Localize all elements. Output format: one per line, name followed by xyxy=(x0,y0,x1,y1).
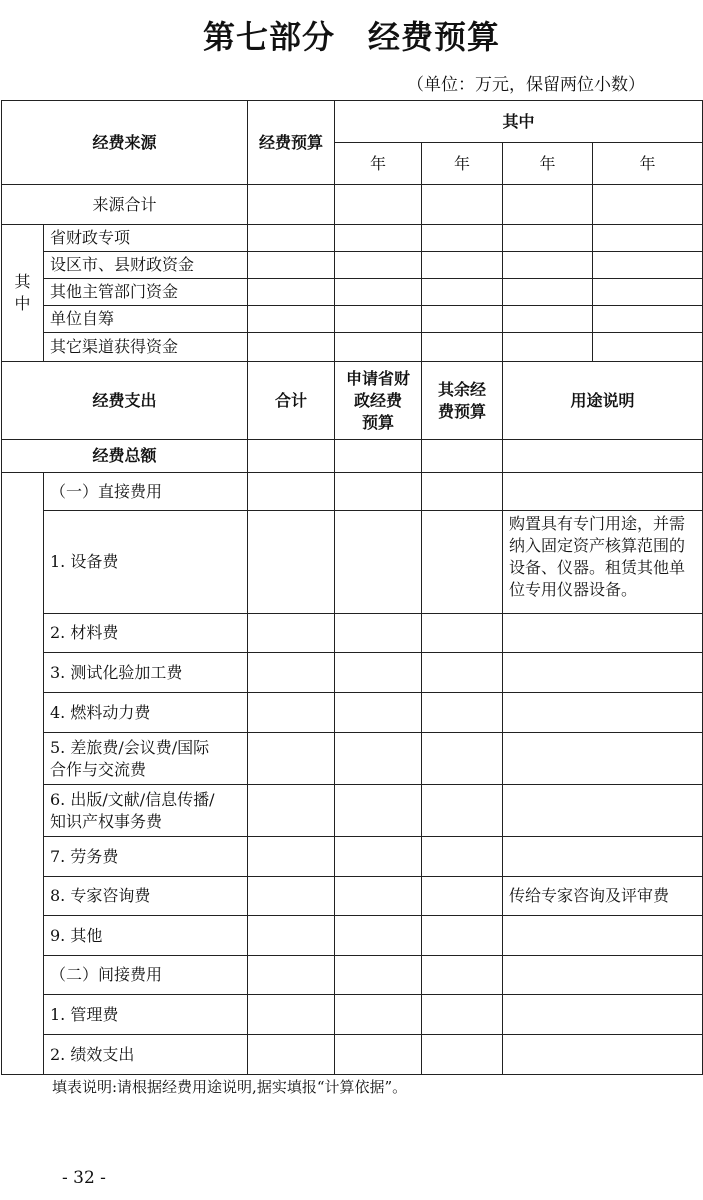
table-cell xyxy=(335,1035,422,1075)
table-cell xyxy=(248,185,335,225)
direct-cost-label: （一）直接费用 xyxy=(44,473,248,511)
source-row-label: 单位自筹 xyxy=(44,306,248,333)
table-cell xyxy=(335,306,422,333)
table-cell xyxy=(335,733,422,785)
expense-item-desc xyxy=(503,785,703,837)
header-expense: 经费支出 xyxy=(2,362,248,440)
table-cell xyxy=(335,252,422,279)
year-cell: 年 xyxy=(503,143,593,185)
header-among: 其中 xyxy=(335,101,703,143)
page-title: 第七部分 经费预算 xyxy=(202,18,500,56)
table-cell xyxy=(422,837,503,877)
footnote: 填表说明:请根据经费用途说明,据实填报“计算依据”。 xyxy=(52,1078,408,1096)
table-cell xyxy=(422,1035,503,1075)
expense-item-desc xyxy=(503,995,703,1035)
table-cell xyxy=(248,653,335,693)
unit-note: （单位：万元，保留两位小数） xyxy=(407,75,645,95)
table-cell xyxy=(248,785,335,837)
source-row xyxy=(2,306,703,333)
table-cell xyxy=(248,279,335,306)
expense-item-row xyxy=(2,785,703,837)
table-cell xyxy=(422,279,503,306)
table-cell xyxy=(422,916,503,956)
expense-item-label: 2. 绩效支出 xyxy=(44,1035,248,1075)
table-cell xyxy=(503,473,703,511)
expense-item-desc xyxy=(503,733,703,785)
table-cell xyxy=(335,333,422,362)
table-cell xyxy=(503,185,593,225)
table-cell xyxy=(335,995,422,1035)
table-cell xyxy=(503,956,703,995)
source-row xyxy=(2,252,703,279)
table-cell xyxy=(335,693,422,733)
among-side-label: 其 中 xyxy=(2,225,44,362)
expense-item-row xyxy=(2,614,703,653)
expense-item-desc: 购置具有专门用途，并需纳入固定资产核算范围的设备、仪器。租赁其他单位专用仪器设备。 xyxy=(503,511,703,614)
table-cell xyxy=(248,511,335,614)
expense-item-label: 2. 材料费 xyxy=(44,614,248,653)
table-cell xyxy=(335,225,422,252)
expense-item-label: 1. 管理费 xyxy=(44,995,248,1035)
source-row xyxy=(2,333,703,362)
table-cell xyxy=(248,614,335,653)
expense-item-row xyxy=(2,837,703,877)
expense-item-desc xyxy=(503,653,703,693)
table-cell xyxy=(248,306,335,333)
table-cell xyxy=(335,877,422,916)
table-cell xyxy=(422,653,503,693)
table-cell xyxy=(335,185,422,225)
expense-item-desc xyxy=(503,614,703,653)
table-cell xyxy=(593,333,703,362)
table-cell xyxy=(422,511,503,614)
header-provincial: 申请省财 政经费 预算 xyxy=(335,362,422,440)
expense-item-label: 8. 专家咨询费 xyxy=(44,877,248,916)
expense-item-row xyxy=(2,511,703,614)
source-row xyxy=(2,225,703,252)
table-cell xyxy=(422,877,503,916)
expense-item-desc xyxy=(503,1035,703,1075)
source-row-label: 省财政专项 xyxy=(44,225,248,252)
expense-item-desc xyxy=(503,916,703,956)
table-cell xyxy=(422,785,503,837)
header-total: 合计 xyxy=(248,362,335,440)
table-cell xyxy=(248,225,335,252)
source-row-label: 设区市、县财政资金 xyxy=(44,252,248,279)
expense-side-blank xyxy=(2,473,44,1075)
page-number: - 32 - xyxy=(62,1168,106,1188)
table-cell xyxy=(335,785,422,837)
expense-item-label: 3. 测试化验加工费 xyxy=(44,653,248,693)
indirect-cost-row xyxy=(2,956,703,995)
table-cell xyxy=(248,333,335,362)
header-purpose: 用途说明 xyxy=(503,362,703,440)
table-cell xyxy=(335,614,422,653)
header-other: 其余经 费预算 xyxy=(422,362,503,440)
table-cell xyxy=(593,306,703,333)
grand-total-label: 经费总额 xyxy=(2,440,248,473)
source-header-row xyxy=(2,101,703,143)
expense-item-desc: 传给专家咨询及评审费 xyxy=(503,877,703,916)
table-cell xyxy=(503,252,593,279)
table-cell xyxy=(248,995,335,1035)
expense-item-row xyxy=(2,877,703,916)
table-cell xyxy=(335,279,422,306)
table-cell xyxy=(422,995,503,1035)
table-cell xyxy=(335,653,422,693)
source-total-row xyxy=(2,185,703,225)
table-cell xyxy=(335,511,422,614)
expense-item-row xyxy=(2,916,703,956)
table-cell xyxy=(248,440,335,473)
grand-total-row xyxy=(2,440,703,473)
year-cell: 年 xyxy=(593,143,703,185)
source-row-label: 其它渠道获得资金 xyxy=(44,333,248,362)
table-cell xyxy=(593,252,703,279)
table-cell xyxy=(503,279,593,306)
table-cell xyxy=(422,733,503,785)
table-cell xyxy=(248,916,335,956)
source-total-label: 来源合计 xyxy=(2,185,248,225)
table-cell xyxy=(503,306,593,333)
expense-item-label: 9. 其他 xyxy=(44,916,248,956)
expense-item-label: 5. 差旅费/会议费/国际 合作与交流费 xyxy=(44,733,248,785)
table-cell xyxy=(422,333,503,362)
table-cell xyxy=(248,877,335,916)
table-cell xyxy=(503,440,703,473)
source-row-label: 其他主管部门资金 xyxy=(44,279,248,306)
table-cell xyxy=(248,252,335,279)
expense-item-desc xyxy=(503,693,703,733)
table-cell xyxy=(503,333,593,362)
table-cell xyxy=(335,956,422,995)
table-cell xyxy=(248,473,335,511)
table-cell xyxy=(335,837,422,877)
expense-item-row xyxy=(2,653,703,693)
header-source: 经费来源 xyxy=(2,101,248,185)
table-cell xyxy=(335,473,422,511)
table-cell xyxy=(503,225,593,252)
table-cell xyxy=(593,279,703,306)
expense-item-label: 1. 设备费 xyxy=(44,511,248,614)
table-cell xyxy=(248,837,335,877)
expense-item-row xyxy=(2,693,703,733)
year-cell: 年 xyxy=(422,143,503,185)
table-cell xyxy=(422,614,503,653)
table-cell xyxy=(422,693,503,733)
table-cell xyxy=(335,440,422,473)
table-cell xyxy=(422,956,503,995)
table-cell xyxy=(422,225,503,252)
table-cell xyxy=(248,733,335,785)
expense-item-row xyxy=(2,995,703,1035)
table-cell xyxy=(593,225,703,252)
table-cell xyxy=(422,185,503,225)
source-row xyxy=(2,279,703,306)
table-cell xyxy=(422,440,503,473)
table-cell xyxy=(248,1035,335,1075)
expense-item-row xyxy=(2,1035,703,1075)
direct-cost-row xyxy=(2,473,703,511)
table-cell xyxy=(248,956,335,995)
expense-item-label: 6. 出版/文献/信息传播/ 知识产权事务费 xyxy=(44,785,248,837)
indirect-cost-label: （二）间接费用 xyxy=(44,956,248,995)
table-cell xyxy=(335,916,422,956)
expense-item-label: 7. 劳务费 xyxy=(44,837,248,877)
budget-table xyxy=(1,100,703,1075)
expense-header-row xyxy=(2,362,703,440)
table-cell xyxy=(422,473,503,511)
table-cell xyxy=(593,185,703,225)
header-budget: 经费预算 xyxy=(248,101,335,185)
year-cell: 年 xyxy=(335,143,422,185)
expense-item-desc xyxy=(503,837,703,877)
expense-item-row xyxy=(2,733,703,785)
table-cell xyxy=(422,306,503,333)
expense-item-label: 4. 燃料动力费 xyxy=(44,693,248,733)
table-cell xyxy=(248,693,335,733)
table-cell xyxy=(422,252,503,279)
